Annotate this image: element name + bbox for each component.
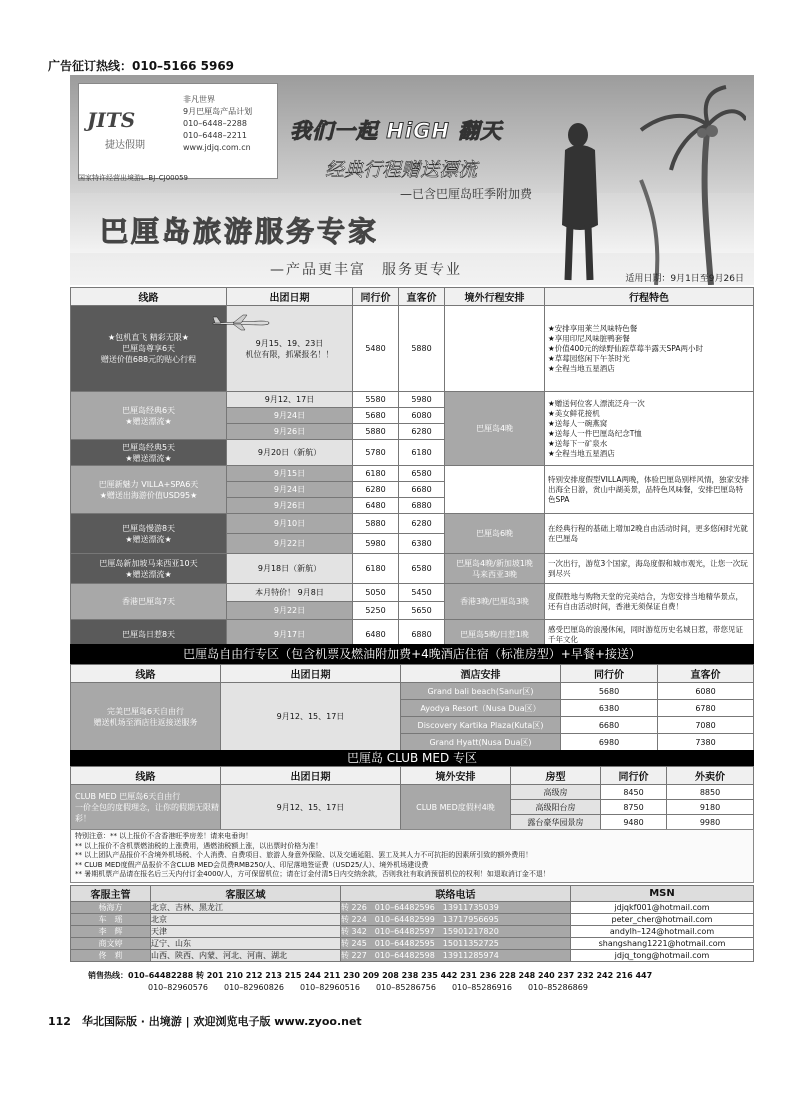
table-header: 客服主管 客服区域 联络电话 MSN	[71, 886, 754, 902]
license-text: 国家特许经营出境游L–BJ–CJ00059	[78, 174, 188, 182]
slogan-surcharge: —已含巴厘岛旺季附加费	[400, 187, 533, 201]
special-notes: 特别注意：** 以上报价不含香港旺季房差！请来电垂询！ ** 以上报价不含机票燃油税的上涨费用，遇燃油税额上涨，以出票时价格为准！ ** 以上团队产品报价不含境外机场税、个人消费、自费项目、旅游人身意外保险、以及交通延阻、罢工及其人力不可抗拒的因素所引致的额外费用！ ** CLUB MED度假产品报价不含CLUB MED会员费RMB250/人、印尼落地签证费（USD25/人）、境外机场建设费 ** 暑期机票产品请在报名后三天内付订金4000/人，方可保留机位；请在订金付清5日内交纳余款，否则我社有取消预留机位的权利！如退取消订金不退！	[70, 829, 754, 883]
free-travel-table	[70, 664, 754, 751]
page-subtitle: —产品更丰富 服务更专业	[270, 262, 462, 278]
page-footer: 112 华北国际版 · 出境游 | 欢迎浏览电子版 www.zyoo.net	[48, 1015, 362, 1028]
table-row: 商文婷 辽宁、山东 转 245 010–64482595 15011352725 shangshang1221@hotmail.com	[71, 938, 754, 950]
slogan-high: 我们一起 HiGH 翻天	[290, 119, 503, 143]
table-row: ★包机直飞 精彩无限★ 巴厘岛尊享6天 赠送价值688元的贴心行程 9月15、19、23日 机位有限，抓紧报名！！ 5480 5880 ★安排享用莱兰风味特色餐 ★享用印尼风味脏鸭套餐 ★价值400元的绿野仙踪草莓半露天SPA两小时 ★草莓园悠闲下午茶时光 ★全程当地五星酒店	[71, 306, 754, 392]
table-row: 巴厘岛慢游8天 ★赠送漂流★ 9月10日 5880 6280 巴厘岛6晚 在经典行程的基础上增加2晚自由活动时间，更多悠闲时光就在巴厘岛	[71, 514, 754, 534]
table-header: 线路 出团日期 境外安排 房型 同行价 外卖价	[71, 767, 754, 785]
table-row: 巴厘岛新加坡马来西亚10天 ★赠送漂流★ 9月18日（新航） 6180 6580 巴厘岛4晚/新加坡1晚 马来西亚3晚 一次出行，游览3个国家，海岛度假和城市观光，让您一次玩到尽兴	[71, 554, 754, 584]
couple-silhouette-icon	[540, 115, 620, 285]
page-title: 巴厘岛旅游服务专家	[100, 215, 380, 248]
table-header: 线路 出团日期 酒店安排 同行价 直客价	[71, 665, 754, 683]
table-row: Discovery Kartika Plaza(Kuta区) 6680 7080	[71, 717, 754, 734]
table-row: 车 瑶 北京 转 224 010–64482599 13717956695 peter_cher@hotmail.com	[71, 914, 754, 926]
customer-service-table	[70, 885, 754, 962]
club-med-table	[70, 766, 754, 830]
palm-tree-icon	[616, 85, 746, 285]
table-row: 香港巴厘岛7天 本月特价！ 9月8日 5050 5450 香港3晚/巴厘岛3晚 度假胜地与购物天堂的完美结合，为您安排当地精华景点，还有自由活动时间，香港无须保证自费！	[71, 584, 754, 602]
table-row: 巴厘岛日惹8天 9月17日 6480 6880 巴厘岛5晚/日惹1晚 感受巴厘岛的浪漫休闲，同时游览历史名城日惹，带您见证千年文化	[71, 620, 754, 650]
table-row: 李 辉 天津 转 342 010–64482597 15901217820 andylh–124@hotmail.com	[71, 926, 754, 938]
table-row: 9月26日 5880 6280	[71, 424, 754, 440]
logo-brand: JITS	[87, 108, 136, 132]
free-travel-title: 巴厘岛自由行专区（包含机票及燃油附加费+4晚酒店住宿（标准房型）+早餐+接送）	[70, 644, 754, 664]
table-row: 9月24日 5680 6080	[71, 408, 754, 424]
hero-banner	[70, 75, 754, 285]
logo-contact: 非凡世界 9月巴厘岛产品计划 010–6448–2288 010–6448–2211 www.jdjq.com.cn	[183, 95, 253, 152]
club-med-title: 巴厘岛 CLUB MED 专区	[70, 750, 754, 766]
table-row: 巴厘岛经典6天 ★赠送漂流★ 9月12、17日 5580 5980 巴厘岛4晚 ★赠送何位客人漂流泛舟一次 ★美女鲜花接机 ★送每人一碗燕窝 ★送每人一件巴厘岛纪念T恤 ★送每下一矿泉水 ★全程当地五星酒店	[71, 392, 754, 408]
table-header: 线路 出团日期 同行价 直客价 境外行程安排 行程特色	[71, 288, 754, 306]
table-row: 巴厘新魅力 VILLA+SPA6天 ★赠送出海游价值USD95★ 9月15日 6180 6580 特别安排度假型VILLA两晚，体验巴厘岛别样风情，独家安排出海全日游，赏山中湖美景，品特色风味餐，安排巴厘岛特色SPA	[71, 466, 754, 482]
table-row: 高级阳台房 8750 9180	[71, 800, 754, 815]
validity-dates: 适用日期：9月1日至9月26日	[625, 274, 744, 284]
itinerary-table	[70, 287, 754, 650]
table-row: 完美巴厘岛6天自由行 赠送机场至酒店往返接送服务 9月12、15、17日 Grand bali beach(Sanur区) 5680 6080	[71, 683, 754, 700]
table-row: Ayodya Resort（Nusa Dua区） 6380 6780	[71, 700, 754, 717]
table-row: 9月24日 6280 6680	[71, 482, 754, 498]
table-row: 巴厘岛经典5天 ★赠送漂流★ 9月20日（新航） 5780 6180	[71, 440, 754, 466]
logo-box	[78, 83, 278, 179]
table-row: 9月26日 6480 6880	[71, 498, 754, 514]
table-row: 杨海方 北京、吉林、黑龙江 转 226 010–64482596 13911735039 jdjqkf001@hotmail.com	[71, 902, 754, 914]
airplane-icon	[211, 313, 271, 331]
logo-cn: 捷达假期	[105, 140, 145, 151]
table-row: 佟 莉 山西、陕西、内蒙、河北、河南、湖北 转 227 010–64482598 13911285974 jdjq_tong@hotmail.com	[71, 950, 754, 962]
ad-hotline: 广告征订热线：010–5166 5969	[48, 59, 235, 73]
table-row: 露台豪华园景房 9480 9980	[71, 815, 754, 830]
slogan-rafting: 经典行程赠送漂流	[325, 159, 478, 181]
table-row: 9月22日 5980 6380	[71, 534, 754, 554]
sales-hotline: 销售热线：010–64482288 转 201 210 212 213 215 244 211 230 209 208 238 235 442 231 236 228 248 240 237 232 242 216 447 010–82960576 010–82960826 010–82960516 010–85286756 010–85286916 010–85286869	[88, 971, 653, 992]
table-row: 9月22日 5250 5650	[71, 602, 754, 620]
table-row: Grand Hyatt(Nusa Dua区) 6980 7380	[71, 734, 754, 751]
table-row: CLUB MED 巴厘岛6天自由行 一价全包的度假理念，让你的假期无限精彩！ 9月12、15、17日 CLUB MED度假村4晚 高级房 8450 8850	[71, 785, 754, 800]
